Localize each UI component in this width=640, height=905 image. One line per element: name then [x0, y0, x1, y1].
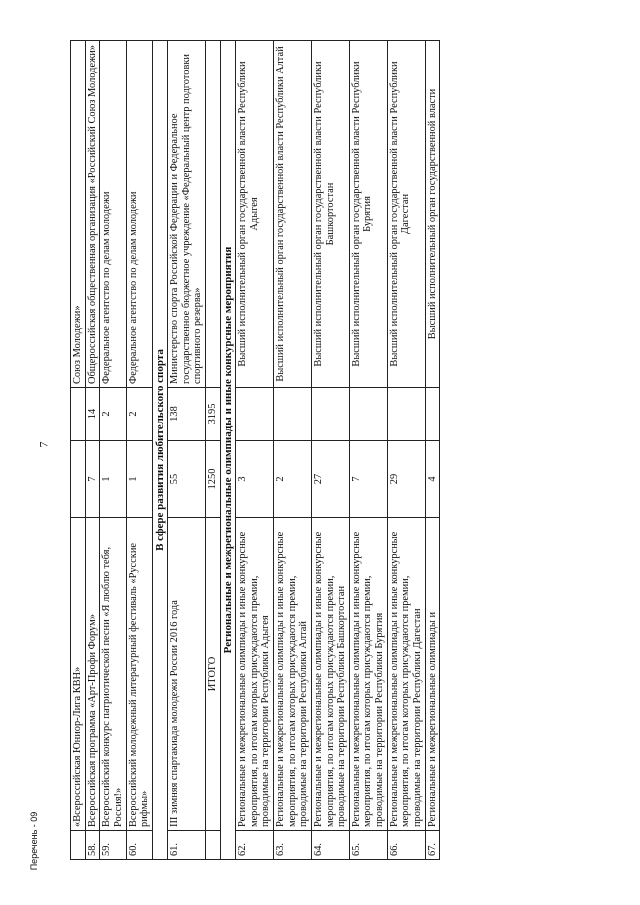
- organizer-empty: [206, 41, 221, 388]
- table-row: [273, 41, 311, 860]
- table-row: [236, 41, 274, 860]
- count-b: [311, 388, 349, 441]
- row-number: 61.: [168, 831, 206, 860]
- section-title: Региональные и межрегиональные олимпиады и иные конкурсные мероприятия: [220, 41, 235, 860]
- count-a: 1: [100, 441, 126, 518]
- count-a: 29: [387, 441, 425, 518]
- count-b: [273, 388, 311, 441]
- count-a: 1: [126, 441, 152, 518]
- row-number-empty: [206, 831, 221, 860]
- organizer: Высший исполнительный орган государственной власти Республики Дагестан: [387, 41, 425, 388]
- count-a: 2: [273, 441, 311, 518]
- event-name: Всероссийская программа «Арт-Профи Форум»: [85, 518, 100, 831]
- organizer: Высший исполнительный орган государственной власти Республики Башкортостан: [311, 41, 349, 388]
- event-name: Региональные и межрегиональные олимпиады и иные конкурсные мероприятия, по итогам которых присуждаются премии, проводимые на территории Республики Бурятия: [349, 518, 387, 831]
- count-a: 7: [85, 441, 100, 518]
- event-name: Региональные и межрегиональные олимпиады и иные конкурсные мероприятия, по итогам которых присуждаются премии, проводимые на территории Республики Дагестан: [387, 518, 425, 831]
- total-label: ИТОГО: [206, 518, 221, 831]
- count-b: [425, 388, 440, 441]
- organizer: Высший исполнительный орган государственной власти: [425, 41, 440, 388]
- event-name: Региональные и межрегиональные олимпиады и иные конкурсные мероприятия, по итогам которых присуждаются премии, проводимые на территории Республики Алтай: [273, 518, 311, 831]
- count-a: 27: [311, 441, 349, 518]
- count-b: 2: [100, 388, 126, 441]
- table-row: [425, 41, 440, 860]
- row-number: 66.: [387, 831, 425, 860]
- event-name: «Всероссийская Юниор-Лига КВН»: [71, 518, 86, 831]
- organizer: Союз Молодежи»: [71, 41, 86, 388]
- event-name: III зимняя спартакиада молодежи России 2016 года: [168, 518, 206, 831]
- row-number: 58.: [85, 831, 100, 860]
- organizer: Высший исполнительный орган государственной власти Республики Алтай: [273, 41, 311, 388]
- page-number: 7: [36, 441, 51, 448]
- count-a: 7: [349, 441, 387, 518]
- row-number: 63.: [273, 831, 311, 860]
- count-a: 55: [168, 441, 206, 518]
- total-a: 1250: [206, 441, 221, 518]
- row-number: 59.: [100, 831, 126, 860]
- events-table: [70, 40, 440, 860]
- section-header-row: [152, 41, 167, 860]
- section-header-row: [220, 41, 235, 860]
- table-row: [168, 41, 206, 860]
- organizer: Федеральное агентство по делам молодежи: [126, 41, 152, 388]
- count-b: 14: [85, 388, 100, 441]
- event-name: Региональные и межрегиональные олимпиады и иные конкурсные мероприятия, по итогам которых присуждаются премии, проводимые на территории Республики Адыгея: [236, 518, 274, 831]
- count-a: [71, 441, 86, 518]
- table-row: [100, 41, 126, 860]
- organizer: Общероссийская общественная организация «Российский Союз Молодежи»: [85, 41, 100, 388]
- event-name: Всероссийский молодежный литературный фестиваль «Русские рифмы»: [126, 518, 152, 831]
- table-row: [85, 41, 100, 860]
- count-b: [349, 388, 387, 441]
- table-row: [126, 41, 152, 860]
- count-b: 138: [168, 388, 206, 441]
- event-name: Всероссийский конкурс патриотической песни «Я люблю тебя, Россия!»: [100, 518, 126, 831]
- total-row: [206, 41, 221, 860]
- rotated-table: [70, 40, 576, 860]
- count-a: 4: [425, 441, 440, 518]
- total-b: 3195: [206, 388, 221, 441]
- row-number: 64.: [311, 831, 349, 860]
- table-row: [311, 41, 349, 860]
- row-number: 62.: [236, 831, 274, 860]
- organizer: Высший исполнительный орган государственной власти Республики Бурятия: [349, 41, 387, 388]
- count-b: 2: [126, 388, 152, 441]
- table-row: [387, 41, 425, 860]
- row-number: 67.: [425, 831, 440, 860]
- count-a: 3: [236, 441, 274, 518]
- event-name: Региональные и межрегиональные олимпиады и иные конкурсные мероприятия, по итогам которых присуждаются премии, проводимые на территории Республики Башкортостан: [311, 518, 349, 831]
- table-row: [349, 41, 387, 860]
- table-row: [71, 41, 86, 860]
- document-table-area: [70, 40, 576, 860]
- row-number: 65.: [349, 831, 387, 860]
- row-number: [71, 831, 86, 860]
- event-name: Региональные и межрегиональные олимпиады и: [425, 518, 440, 831]
- section-title: В сфере развития любительского спорта: [152, 41, 167, 860]
- organizer: Министерство спорта Российской Федерации и Федеральное государственное бюджетное учреждение «Федеральный центр подготовки спортивного резерва»: [168, 41, 206, 388]
- footer-code: Перечень - 09: [29, 811, 39, 871]
- count-b: [71, 388, 86, 441]
- count-b: [387, 388, 425, 441]
- count-b: [236, 388, 274, 441]
- row-number: 60.: [126, 831, 152, 860]
- organizer: Высший исполнительный орган государственной власти Республики Адыгея: [236, 41, 274, 388]
- organizer: Федеральное агентство по делам молодежи: [100, 41, 126, 388]
